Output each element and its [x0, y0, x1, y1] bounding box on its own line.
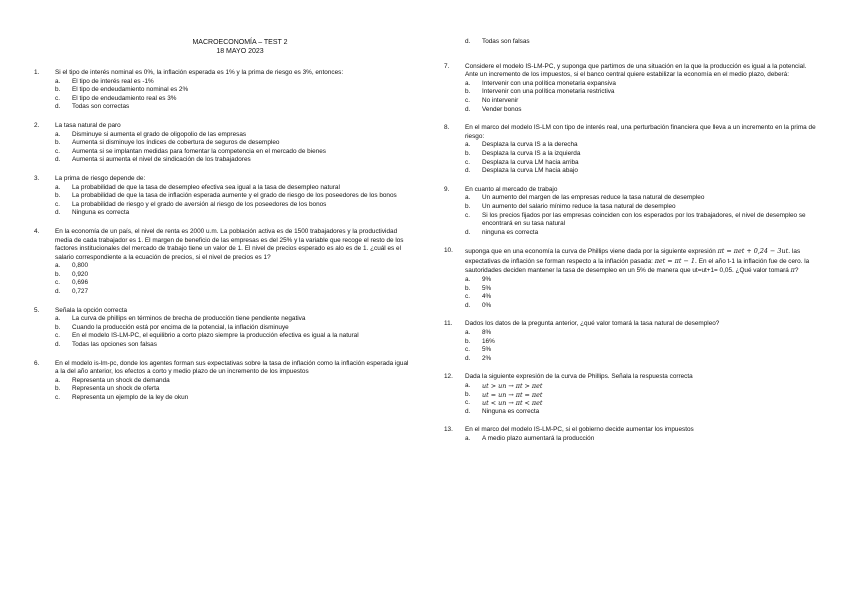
option	[465, 276, 816, 285]
option-letter: a.	[55, 262, 61, 270]
option-letter: c.	[465, 211, 470, 219]
option-text: Aumenta si disminuye los índices de cobertura de seguros de desempleo	[72, 139, 280, 147]
option-letter: c.	[465, 293, 470, 301]
option	[465, 408, 816, 417]
question-text: En el marco del modelo IS-LM-PC, si el gobierno decide aumentar los impuestos	[465, 426, 694, 434]
option-text: Un aumento del margen de las empresas reduce la tasa natural de desempleo	[482, 194, 705, 202]
option-letter: b.	[55, 270, 61, 278]
question-6	[34, 360, 410, 403]
option-text: 0,920	[72, 270, 88, 278]
option	[55, 271, 410, 280]
option	[465, 382, 816, 391]
option-letter: d.	[465, 301, 471, 309]
option	[55, 315, 410, 324]
option	[465, 159, 816, 168]
question-text-part: ?	[794, 267, 799, 275]
question-text: En cuanto al mercado de trabajo	[465, 185, 558, 193]
option-text: 9%	[482, 276, 492, 284]
option-text: Representa un ejemplo de la ley de okun	[72, 394, 189, 401]
option-letter: d.	[55, 103, 61, 111]
option-text: 0,800	[72, 262, 88, 270]
question-number: 10.	[444, 247, 453, 255]
option-text: Intervenir con una política monetaria restrictiva	[482, 88, 615, 96]
option	[55, 131, 410, 140]
question-text: La prima de riesgo depende de:	[55, 174, 146, 182]
option-letter: c.	[55, 332, 60, 340]
option	[55, 262, 410, 271]
option-letter: a.	[55, 183, 61, 191]
question-10	[444, 247, 816, 310]
question-text: En el modelo is-lm-pc, donde los agentes forman sus expectativas sobre la tasa de inflación como la inflación esperada igual a la del año anterior, los efectos a corto y medio plazo de un incremento de los impuestos	[55, 359, 409, 376]
question-number: 11.	[444, 320, 453, 328]
option-letter: d.	[465, 354, 471, 362]
option	[465, 97, 816, 106]
option-letter: b.	[465, 284, 471, 292]
option-text: Vender bonos	[482, 105, 522, 113]
question-text: La tasa natural de paro	[55, 121, 121, 129]
option	[465, 391, 816, 400]
option-text: Todas son correctas	[72, 103, 130, 111]
option-letter: b.	[465, 88, 471, 96]
option-letter: d.	[465, 105, 471, 113]
option-text: Un aumento del salario mínimo reduce la tasa natural de desempleo	[482, 202, 676, 210]
option-letter: d.	[55, 156, 61, 164]
phillips-equation: πt = πet + 0,24 − 3ut.	[717, 247, 791, 256]
option	[465, 212, 816, 229]
question-text-part: las expectativas de inflación se forman respecto a la inflación pasada:	[465, 248, 801, 265]
option-text: No intervenir	[482, 96, 519, 104]
option-text: La probabilidad de riesgo y el grado de aversión al riesgo de los poseedores de los bonos	[72, 200, 327, 208]
question-1	[34, 69, 410, 112]
option-letter: b.	[55, 139, 61, 147]
right-column	[444, 38, 816, 454]
option-letter: a.	[465, 434, 471, 442]
question-text: En el marco del modelo IS-LM con tipo de interés real, una perturbación financiera que lleva a un incremento en la prima de riesgo:	[465, 124, 816, 140]
option-letter: d.	[55, 209, 61, 217]
option-text: Desplaza la curva IS a la izquierda	[482, 149, 581, 157]
option-text: ut > un → πt > πet	[482, 382, 543, 390]
option-text: Disminuye si aumenta el grado de oligopolio de las empresas	[72, 130, 247, 138]
option-letter: d.	[465, 167, 471, 175]
option	[465, 203, 816, 212]
option	[465, 88, 816, 97]
question-number: 13.	[444, 426, 453, 434]
option-letter: d.	[465, 38, 471, 45]
question-number: 4.	[34, 227, 40, 235]
option	[465, 141, 816, 150]
option	[465, 355, 816, 364]
option-letter: c.	[55, 200, 60, 208]
question-number: 12.	[444, 373, 453, 381]
option-text: En el modelo IS-LM-PC, el equilibrio a corto plazo siempre la producción efectiva es igual a la natural	[72, 332, 359, 340]
option-text: El tipo de interés real es -1%	[72, 77, 154, 85]
question-text: Dada la siguiente expresión de la curva de Phillips. Señala la respuesta correcta	[465, 373, 693, 381]
option-text: Aumenta si aumenta el nivel de sindicación de los trabajadores	[72, 156, 251, 164]
option-text: 0,727	[72, 288, 88, 296]
left-column	[34, 69, 410, 413]
option-letter: c.	[55, 394, 60, 401]
question-text: Dados los datos de la pregunta anterior, ¿qué valor tomará la tasa natural de desempleo?	[465, 320, 720, 328]
option-letter: d.	[55, 341, 61, 349]
option-letter: b.	[55, 385, 61, 393]
option-letter: d.	[465, 228, 471, 236]
question-text	[465, 247, 816, 276]
option	[465, 293, 816, 302]
question-number: 5.	[34, 306, 40, 314]
option-text: 5%	[482, 346, 492, 354]
option	[465, 38, 816, 47]
option-text: La curva de phillips en términos de brecha de producción tiene pendiente negativa	[72, 315, 306, 323]
option-letter: b.	[465, 202, 471, 210]
option-letter: a.	[55, 376, 61, 384]
option-letter: a.	[55, 77, 61, 85]
option-text: 0%	[482, 301, 492, 309]
option-letter: b.	[55, 86, 61, 94]
option-letter: d.	[465, 407, 471, 415]
option-letter: a.	[465, 79, 471, 87]
option	[55, 209, 410, 218]
option-text: 16%	[482, 337, 495, 345]
question-text: En la economía de un país, el nivel de renta es 2000 u.m. La población activa es de 1500 trabajadores y la productividad media de cada trabajador es 1. El margen de beneficio de las empresas es del 25% y la variable que recoge el resto de los factores institucionales del mercado de trabajo tiene un valor de 1. El nivel de precios esperado es alo es de 1. ¿cuál es el salario correspondiente a la ecuación de precios, si el nivel de precios es 1?	[55, 227, 404, 261]
question-text-part: suponga que en una economía la curva de Phillips viene dada por la siguiente expresión	[465, 248, 718, 256]
option-text: A medio plazo aumentará la producción	[482, 434, 595, 442]
option-text: Desplaza la curva LM hacia arriba	[482, 158, 579, 166]
option	[465, 329, 816, 338]
option-letter: a.	[465, 276, 471, 284]
question-11	[444, 320, 816, 363]
option	[55, 332, 410, 341]
question-number: 1.	[34, 69, 40, 76]
option-text: 0,696	[72, 279, 88, 287]
option-text: Ninguna es correcta	[72, 209, 130, 217]
option-text: El tipo de endeudamiento real es 3%	[72, 94, 177, 102]
exam-title: MACROECONOMÍA – TEST 2	[192, 39, 288, 46]
option	[55, 324, 410, 333]
option-text: 2%	[482, 354, 492, 362]
option-letter: a.	[465, 329, 471, 337]
question-5	[34, 307, 410, 350]
question-13	[444, 426, 816, 443]
option-letter: d.	[55, 288, 61, 296]
option	[465, 150, 816, 159]
option	[55, 279, 410, 288]
question-number: 3.	[34, 174, 40, 182]
option	[55, 156, 410, 165]
option	[55, 95, 410, 104]
option-letter: c.	[55, 279, 60, 287]
option-letter: b.	[465, 149, 471, 157]
option-text: Representa un shock de demanda	[72, 376, 170, 384]
expectations-equation: πet = πt − 1.	[654, 256, 697, 265]
question-number: 7.	[444, 62, 450, 70]
option-letter: c.	[55, 94, 60, 102]
option-letter: b.	[55, 192, 61, 200]
continued-option	[444, 38, 816, 47]
option	[465, 399, 816, 408]
option-letter: c.	[55, 147, 60, 155]
question-number: 2.	[34, 121, 40, 129]
option	[465, 229, 816, 238]
option	[55, 148, 410, 157]
option-text: Desplaza la curva LM hacia abajo	[482, 167, 578, 175]
option	[465, 194, 816, 203]
option-text: Cuando la producción está por encima de la potencial, la inflación disminuye	[72, 323, 289, 331]
option-text: Representa un shock de oferta	[72, 385, 160, 393]
option-text: ut < un → πt < πet	[482, 399, 543, 408]
option	[465, 435, 816, 444]
option-letter: c.	[465, 96, 470, 104]
option-text: Todas son falsas	[482, 38, 530, 45]
option-text: La probabilidad de que la tasa de desempleo efectiva sea igual a la tasa de desempleo natural	[72, 183, 340, 191]
option-text: Todas las opciones son falsas	[72, 341, 157, 349]
option	[55, 201, 410, 210]
question-number: 8.	[444, 124, 450, 132]
option-text: ninguna es correcta	[482, 228, 539, 236]
option-text: 4%	[482, 293, 492, 301]
option-text: Aumenta si se implantan medidas para fomentar la competencia en el mercado de bienes	[72, 147, 326, 155]
question-text: Si el tipo de interés nominal es 0%, la inflación esperada es 1% y la prima de riesgo es 3%, entonces:	[55, 69, 344, 76]
option	[465, 302, 816, 311]
option	[55, 139, 410, 148]
question-9	[444, 186, 816, 238]
option	[465, 338, 816, 347]
option-text: 8%	[482, 329, 492, 337]
question-text-part: En el año t-1 la inflación fue de cero. la sautoridades deciden mantener la tasa de desempleo en un 5% de manera que ut=ut+1= 0,05. ¿Qué valor tomará	[465, 257, 810, 275]
option-letter: a.	[465, 382, 471, 389]
option-letter: b.	[465, 337, 471, 345]
option	[465, 167, 816, 176]
option-letter: b.	[465, 390, 471, 398]
question-number: 6.	[34, 359, 40, 367]
exam-header	[120, 38, 360, 56]
option	[55, 184, 410, 193]
option	[55, 103, 410, 112]
option	[465, 80, 816, 89]
option-text: Desplaza la curva IS a la derecha	[482, 141, 578, 149]
question-3	[34, 175, 410, 218]
option	[55, 394, 410, 403]
question-2	[34, 122, 410, 165]
option	[55, 192, 410, 201]
pi-symbol: π	[790, 266, 795, 275]
option-text: Ninguna es correcta	[482, 407, 540, 415]
option-text: 5%	[482, 284, 492, 292]
option-letter: a.	[465, 141, 471, 149]
option-text: Intervenir con una política monetaria expansiva	[482, 79, 616, 87]
question-text: Considere el modelo IS-LM-PC, y suponga que partimos de una situación en la que la producción es igual a la potencial. Ante un incremento de los impuestos, si el banco central quiere estabilizar la economía en el medio plazo, deberá:	[465, 62, 807, 79]
question-8	[444, 124, 816, 176]
question-number: 9.	[444, 185, 450, 193]
option-letter: b.	[55, 323, 61, 331]
option-letter: a.	[55, 315, 61, 323]
question-7	[444, 63, 816, 115]
question-text: Señala la opción correcta	[55, 306, 128, 314]
option	[55, 86, 410, 95]
option	[465, 346, 816, 355]
option-text: ut = un → πt = πet	[482, 390, 543, 399]
question-4	[34, 228, 410, 297]
option-letter: c.	[465, 399, 470, 407]
option-letter: c.	[465, 346, 470, 354]
option-text: La probabilidad de que la tasa de inflación esperada aumente y el grado de riesgo de los poseedores de los bonos	[72, 192, 397, 200]
option-text: El tipo de endeudamiento nominal es 2%	[72, 86, 189, 94]
option-letter: c.	[465, 158, 470, 166]
option-letter: a.	[465, 194, 471, 202]
option	[55, 78, 410, 87]
option	[465, 285, 816, 294]
option-text: Si los precios fijados por las empresas coinciden con los esperados por los trabajadores, el nivel de desempleo se encontrará en su tasa natural	[482, 211, 806, 228]
option	[55, 385, 410, 394]
option	[55, 341, 410, 350]
exam-date: 18 MAYO 2023	[216, 48, 264, 55]
option	[465, 106, 816, 115]
option	[55, 288, 410, 297]
option	[55, 377, 410, 386]
question-12	[444, 373, 816, 416]
option-letter: a.	[55, 130, 61, 138]
